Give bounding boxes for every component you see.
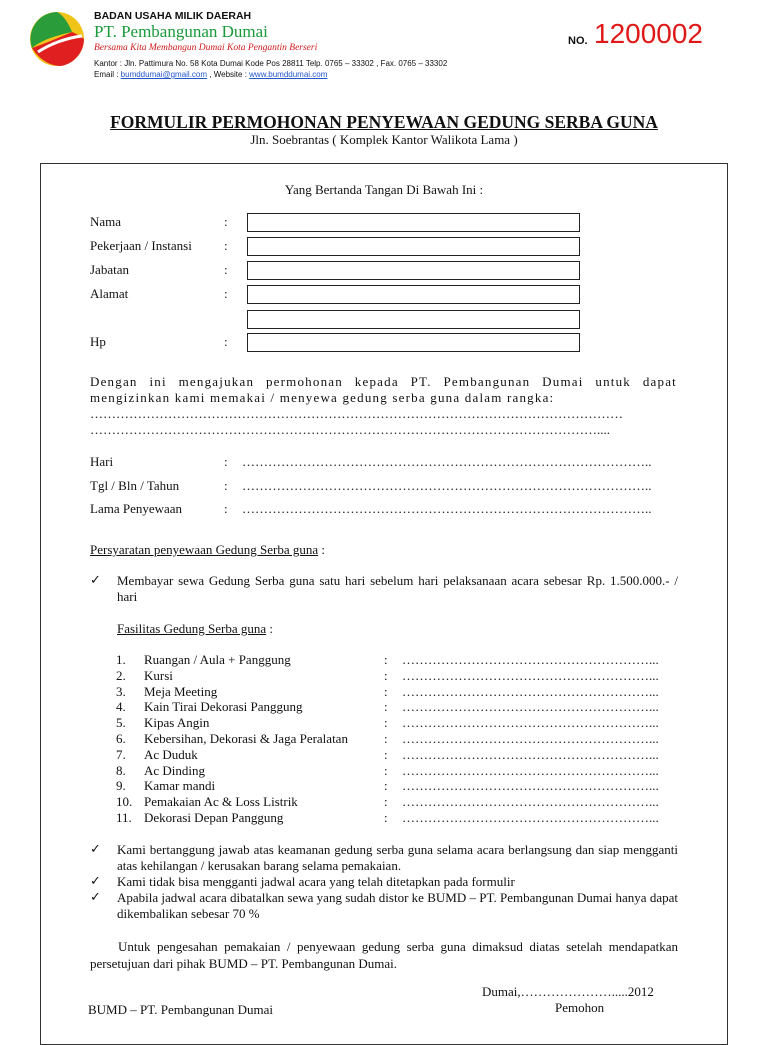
facility-colon: :: [384, 652, 388, 667]
facility-colon: :: [384, 778, 388, 793]
colon: :: [224, 262, 228, 277]
label-pekerjaan: Pekerjaan / Instansi: [90, 238, 192, 253]
website-label: , Website :: [207, 70, 250, 79]
label-tgl: Tgl / Bln / Tahun: [90, 478, 180, 493]
facility-colon: :: [384, 794, 388, 809]
hari-dots: …………………………………………………………………………………..: [242, 454, 652, 469]
facility-name: Kursi: [144, 668, 173, 683]
check-icon: ✓: [90, 572, 101, 587]
company-logo-icon: [28, 10, 86, 68]
colon: :: [224, 478, 228, 493]
facility-number: 2.: [116, 668, 126, 683]
facility-dots: …………………………………………………...: [402, 763, 659, 778]
facility-colon: :: [384, 810, 388, 825]
hp-input[interactable]: [247, 333, 580, 352]
facility-dots: …………………………………………………...: [402, 778, 659, 793]
facility-name: Pemakaian Ac & Loss Listrik: [144, 794, 298, 809]
closing-paragraph: Untuk pengesahan pemakaian / penyewaan gedung serba guna dimaksud diatas setelah mendapatkan persetujuan dari pihak BUMD – PT. Pembangunan Dumai.: [90, 939, 678, 971]
slogan: Bersama Kita Membangun Dumai Kota Pengantin Berseri: [94, 43, 318, 53]
facility-colon: :: [384, 668, 388, 683]
facility-dots: …………………………………………………...: [402, 684, 659, 699]
facilities-heading: Fasilitas Gedung Serba guna :: [117, 621, 273, 636]
requirements-heading: Persyaratan penyewaan Gedung Serba guna :: [90, 542, 326, 557]
check-icon: ✓: [90, 873, 101, 888]
facility-name: Dekorasi Depan Panggung: [144, 810, 284, 825]
facility-number: 7.: [116, 747, 126, 762]
facility-name: Ac Dinding: [144, 763, 206, 778]
company-name: PT. Pembangunan Dumai: [94, 22, 268, 41]
facility-number: 3.: [116, 684, 126, 699]
label-alamat: Alamat: [90, 286, 129, 301]
website-link[interactable]: www.bumddumai.com: [249, 70, 328, 79]
alamat-input-1[interactable]: [247, 285, 580, 304]
facility-colon: :: [384, 763, 388, 778]
requirement-1: Membayar sewa Gedung Serba guna satu hari sebelum hari pelaksanaan acara sebesar Rp. 1.500.000.- / hari: [117, 573, 678, 604]
facility-colon: :: [384, 747, 388, 762]
intro-text: Yang Bertanda Tangan Di Bawah Ini :: [284, 182, 484, 197]
org-top: BADAN USAHA MILIK DAERAH: [94, 10, 252, 22]
facility-name: Kamar mandi: [144, 778, 216, 793]
facility-name: Kain Tirai Dekorasi Panggung: [144, 699, 303, 714]
facility-dots: …………………………………………………...: [402, 699, 659, 714]
colon: :: [224, 286, 228, 301]
facility-name: Ac Duduk: [144, 747, 198, 762]
form-number: 1200002: [594, 18, 704, 49]
purpose-dots-1: ……………………………………………………………………………………………………………: [90, 406, 623, 421]
facility-dots: …………………………………………………...: [402, 747, 659, 762]
facility-number: 6.: [116, 731, 126, 746]
facility-name: Kipas Angin: [144, 715, 210, 730]
alamat-input-2[interactable]: [247, 310, 580, 329]
colon: :: [224, 214, 228, 229]
colon: :: [224, 238, 228, 253]
facility-dots: …………………………………………………...: [402, 715, 659, 730]
facility-name: Meja Meeting: [144, 684, 218, 699]
facility-number: 10.: [116, 794, 133, 809]
facility-number: 1.: [116, 652, 126, 667]
facility-name: Kebersihan, Dekorasi & Jaga Peralatan: [144, 731, 348, 746]
facility-number: 11.: [116, 810, 132, 825]
label-hp: Hp: [90, 334, 106, 349]
colon: :: [224, 454, 228, 469]
form-subtitle: Jln. Soebrantas ( Komplek Kantor Walikota Lama ): [250, 132, 518, 147]
facility-number: 5.: [116, 715, 126, 730]
email-link[interactable]: bumddumai@gmail.com: [120, 70, 208, 79]
facility-dots: …………………………………………………...: [402, 731, 659, 746]
facility-dots: …………………………………………………...: [402, 794, 659, 809]
label-hari: Hari: [90, 454, 114, 469]
facility-dots: …………………………………………………...: [402, 652, 659, 667]
nama-input[interactable]: [247, 213, 580, 232]
request-paragraph: Dengan ini mengajukan permohonan kepada PT. Pembangunan Dumai untuk dapat mengizinkan kami memakai / menyewa gedung serba guna dalam rangka:: [90, 374, 677, 405]
facility-number: 9.: [116, 778, 126, 793]
date-line: Dumai,………………….....2012: [482, 984, 654, 999]
facility-colon: :: [384, 684, 388, 699]
signer-org: BUMD – PT. Pembangunan Dumai: [88, 1002, 273, 1017]
pekerjaan-input[interactable]: [247, 237, 580, 256]
label-lama: Lama Penyewaan: [90, 501, 183, 516]
colon: :: [224, 334, 228, 349]
facility-number: 4.: [116, 699, 126, 714]
facility-name: Ruangan / Aula + Panggung: [144, 652, 291, 667]
contact-line: [94, 70, 327, 79]
note-1: Kami bertanggung jawab atas keamanan gedung serba guna selama acara berlangsung dan siap mengganti atas kehilangan / kerusakan barang selama pemakaian.: [117, 842, 678, 873]
check-icon: ✓: [90, 889, 101, 904]
tgl-dots: …………………………………………………………………………………..: [242, 478, 652, 493]
facility-dots: …………………………………………………...: [402, 668, 659, 683]
facility-colon: :: [384, 715, 388, 730]
facility-colon: :: [384, 731, 388, 746]
colon: :: [224, 501, 228, 516]
purpose-dots-2: ………………………………………………………………………………………………………....: [90, 422, 610, 437]
note-2: Kami tidak bisa mengganti jadwal acara yang telah ditetapkan pada formulir: [117, 874, 515, 889]
note-3: Apabila jadwal acara dibatalkan sewa yang sudah distor ke BUMD – PT. Pembangunan Dumai hanya dapat dikembalikan sebesar 70 %: [117, 890, 678, 921]
label-nama: Nama: [90, 214, 122, 229]
facility-dots: …………………………………………………...: [402, 810, 659, 825]
check-icon: ✓: [90, 841, 101, 856]
facility-colon: :: [384, 699, 388, 714]
number-label: NO.: [568, 35, 588, 47]
pemohon-label: Pemohon: [555, 1000, 605, 1015]
facility-number: 8.: [116, 763, 126, 778]
email-label: Email :: [94, 70, 121, 79]
form-title: FORMULIR PERMOHONAN PENYEWAAN GEDUNG SERBA GUNA: [110, 112, 658, 132]
label-jabatan: Jabatan: [90, 262, 129, 277]
jabatan-input[interactable]: [247, 261, 580, 280]
lama-dots: …………………………………………………………………………………..: [242, 501, 652, 516]
address: Kantor : Jln. Pattimura No. 58 Kota Dumai Kode Pos 28811 Telp. 0765 – 33302 , Fax. 0765 – 33302: [94, 59, 448, 68]
